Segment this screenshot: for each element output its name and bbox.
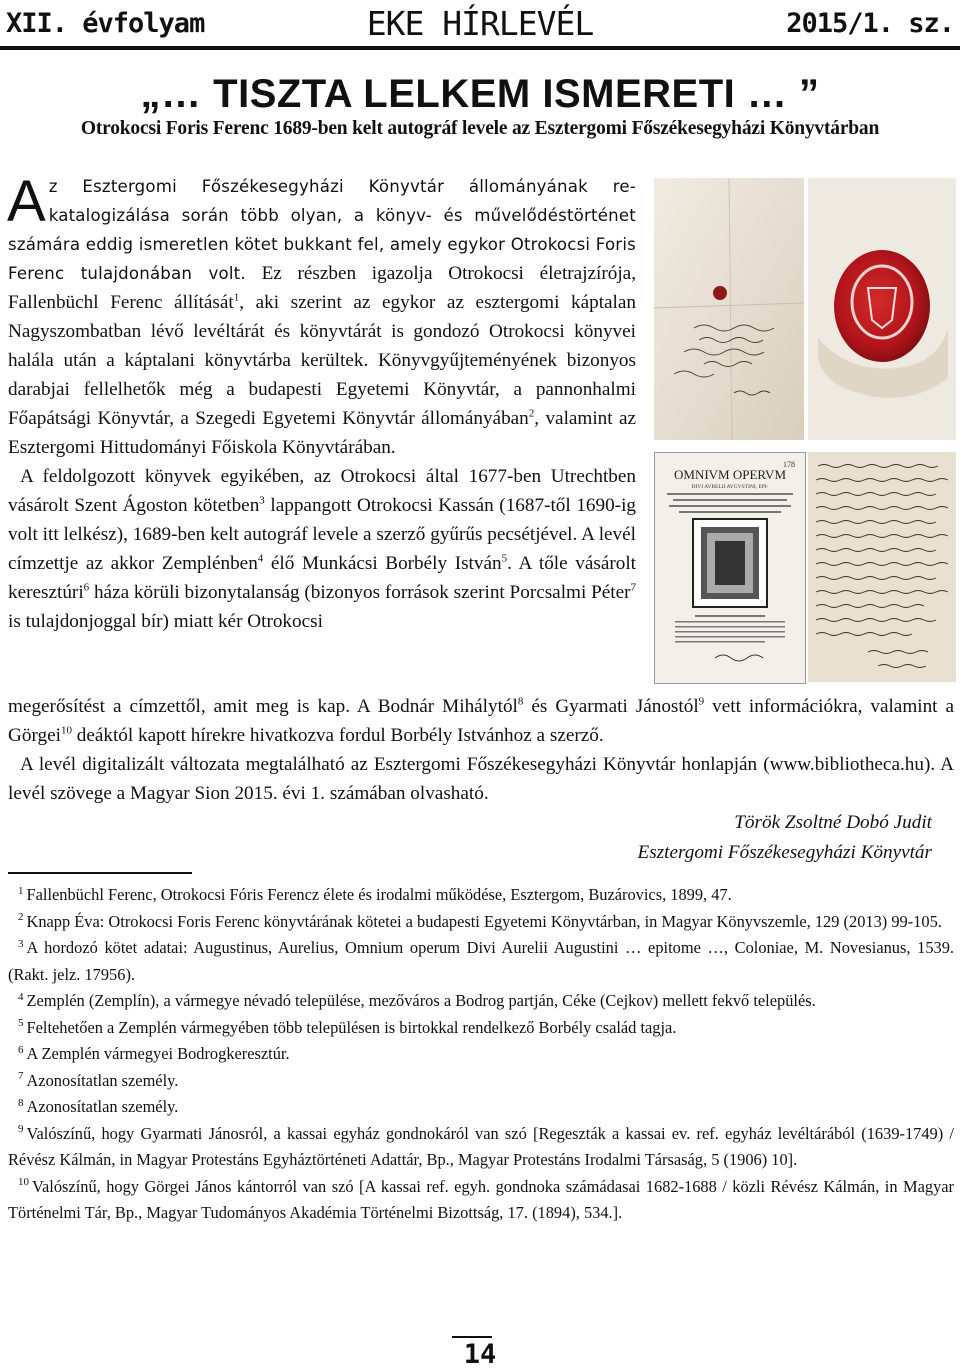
paragraph-2: A feldolgozott könyvek egyikében, az Otrokocsi által 1677-ben Utrechtben vásárolt Szent Ágoston kötetben$^3$ lappangott Otrokocsi Kassán (1687-től 1690-ig volt itt lelkész), 1689-ben kelt autográf levele a szerző gyűrűs pecsétjével. A levél címzettje az akkor Zemplénben$^4$ élő Munkácsi Borbély István$^5$. A tőle vásárolt keresztúri$^6$ háza körüli bizonytalanság (bizonyos források szerint Porcsalmi Péter$^7$ is tulajdonjoggal bír) miatt kér Otrokocsi: [8, 466, 637, 632]
page-number: 14: [463, 1339, 497, 1370]
author-name: Török Zsoltné Dobó Judit: [734, 812, 932, 833]
paragraph-2-continued: megerősítést a címzettől, amit meg is kap. A Bodnár Mihálytól$^8$ és Gyarmati Jánostól$^9$ vett információkra, valamint a Görgei$^{10}$ deáktól kapott hírekre hivatkozva fordul Borbély Istvánhoz a szerző.: [8, 695, 955, 746]
footnote-2: $^2$ Knapp Éva: Otrokocsi Foris Ferenc könyvtárának kötetei a budapesti Egyetemi Könyvtárban, in Magyar Könyvszemle, 129 (2013) 99-105.: [18, 911, 942, 931]
header-rule: [0, 46, 960, 50]
wax-seal-image: [808, 178, 956, 440]
article-subtitle: Otrokocsi Foris Ferenc 1689-ben kelt autográf levele az Esztergomi Főszékesegyházi Könyvtárban: [80, 118, 880, 139]
book-title-page-photo: [654, 452, 806, 684]
footnote-5: $^5$ Feltehetően a Zemplén vármegyében több településen is birtokkal rendelkező Borbély család tagja.: [18, 1017, 677, 1037]
signature-block: [637, 808, 932, 868]
handwritten-letter-photo: [808, 452, 956, 682]
footnote-7: $^7$ Azonosítatlan személy.: [18, 1070, 179, 1090]
footnote-ref-4[interactable]: 4: [257, 552, 264, 565]
volume-label: XII. évfolyam: [6, 8, 205, 39]
article-body-wide: [8, 692, 954, 808]
article-body-column: [7, 169, 637, 636]
footnote-10: $^{10}$ Valószínű, hogy Görgei János kántorról van szó [A kassai ref. egyh. gondnoka számádasai 1682-1688 / közli Révész Kálmán, in Magyar Történelmi Tár, Bp., Magyar Tudományos Akadémia Történelmi Bizottság, 17. (1894), 534.].: [8, 1176, 954, 1222]
newsletter-title: EKE HÍRLEVÉL: [366, 4, 594, 43]
book-title-line2: DIVI AVRELII AVGVSTINI, EPI-: [691, 484, 769, 490]
author-affiliation: Esztergomi Főszékesegyházi Könyvtár: [637, 842, 932, 863]
paragraph-3: A levél digitalizált változata megtalálható az Esztergomi Főszékesegyházi Könyvtár honlapján (www.bibliotheca.hu). A levél szövege a Magyar Sion 2015. évi 1. számában olvasható.: [8, 754, 954, 804]
footnote-rule: [8, 872, 192, 874]
page-number-rule: [452, 1336, 492, 1338]
footnote-ref-1[interactable]: 1: [233, 291, 240, 304]
footnote-ref-10[interactable]: 10: [60, 724, 72, 737]
footnote-ref-3[interactable]: 3: [259, 494, 265, 507]
footnotes: [8, 882, 954, 1227]
footnote-3: $^3$ A hordozó kötet adatai: Augustinus, Aurelius, Omnium operum Divi Aurelii Augustini … epitome …, Coloniae, M. Novesianus, 1539. (Rakt. jelz. 17956).: [8, 937, 954, 984]
issue-label: 2015/1. sz.: [786, 8, 954, 39]
footnote-ref-9[interactable]: 9: [698, 695, 705, 708]
footnote-1: $^1$ Fallenbüchl Ferenc, Otrokocsi Fóris Ferencz élete és irodalmi működése, Esztergom, Buzárovics, 1899, 47.: [18, 884, 732, 904]
book-number: 178: [783, 460, 795, 469]
page-header: [0, 0, 960, 48]
footnote-4: $^4$ Zemplén (Zemplín), a vármegye névadó települése, mezőváros a Bodrog partján, Céke (Cejkov) mellett fekvő település.: [18, 990, 816, 1010]
seal-photo: [808, 178, 956, 440]
footnote-9: $^9$ Valószínű, hogy Gyarmati Jánosról, a kassai egyház gondnokáról van szó [Regeszták a kassai ev. ref. egyház levéltárából (1639-1749) / Révész Kálmán, in Magyar Protestáns Egyháztörténeti Adattár, Bp., Magyar Protestáns Irodalmi Társaság, 5 (1906) 10].: [8, 1123, 954, 1169]
footnote-6: $^6$ A Zemplén vármegyei Bodrogkeresztúr.: [18, 1043, 290, 1063]
book-title-line1: OMNIVM OPERVM: [674, 467, 786, 482]
footnote-ref-8[interactable]: 8: [517, 695, 524, 708]
article-title: „… TISZTA LELKEM ISMERETI … ”: [140, 72, 820, 116]
footnote-ref-2[interactable]: 2: [528, 407, 535, 420]
footnote-8: $^8$ Azonosítatlan személy.: [18, 1096, 179, 1116]
footnote-ref-5[interactable]: 5: [501, 552, 508, 565]
paragraph-1: Az Esztergomi Főszékesegyházi Könyvtár állományának re-katalogizálása során több olyan, a könyv- és művelődéstörténet számára eddig ismeretlen kötet bukkant fel, amely egykor Otrokocsi Foris Ferenc tulajdonában volt. Ez részben igazolja Otrokocsi életrajzírója, Fallenbüchl Ferenc állítását$^1$, aki szerint az egykor az esztergomi káptalan Nagyszombatban lévő levéltárát és könyvtárát is gondozó Otrokocsi könyvei halála után a káptalani könyvtárba kerültek. Könyvgyűjteményének bizonyos darabjai fellelhetők még a budapesti Egyetemi Könyvtár, a pannonhalmi Főapátsági Könyvtár, a Szegedi Egyetemi Könyvtár állományában$^2$, valamint az Esztergomi Hittudományi Főiskola Könyvtárában.: [7, 169, 637, 458]
dropcap: A: [7, 169, 46, 234]
letter-photo-folded: [654, 178, 804, 440]
folded-letter-image: [654, 178, 804, 440]
handwritten-letter-image: [808, 452, 956, 682]
footnote-ref-7[interactable]: 7: [630, 581, 637, 594]
book-title-page-image: [655, 453, 805, 683]
footnote-ref-6[interactable]: 6: [83, 581, 90, 594]
